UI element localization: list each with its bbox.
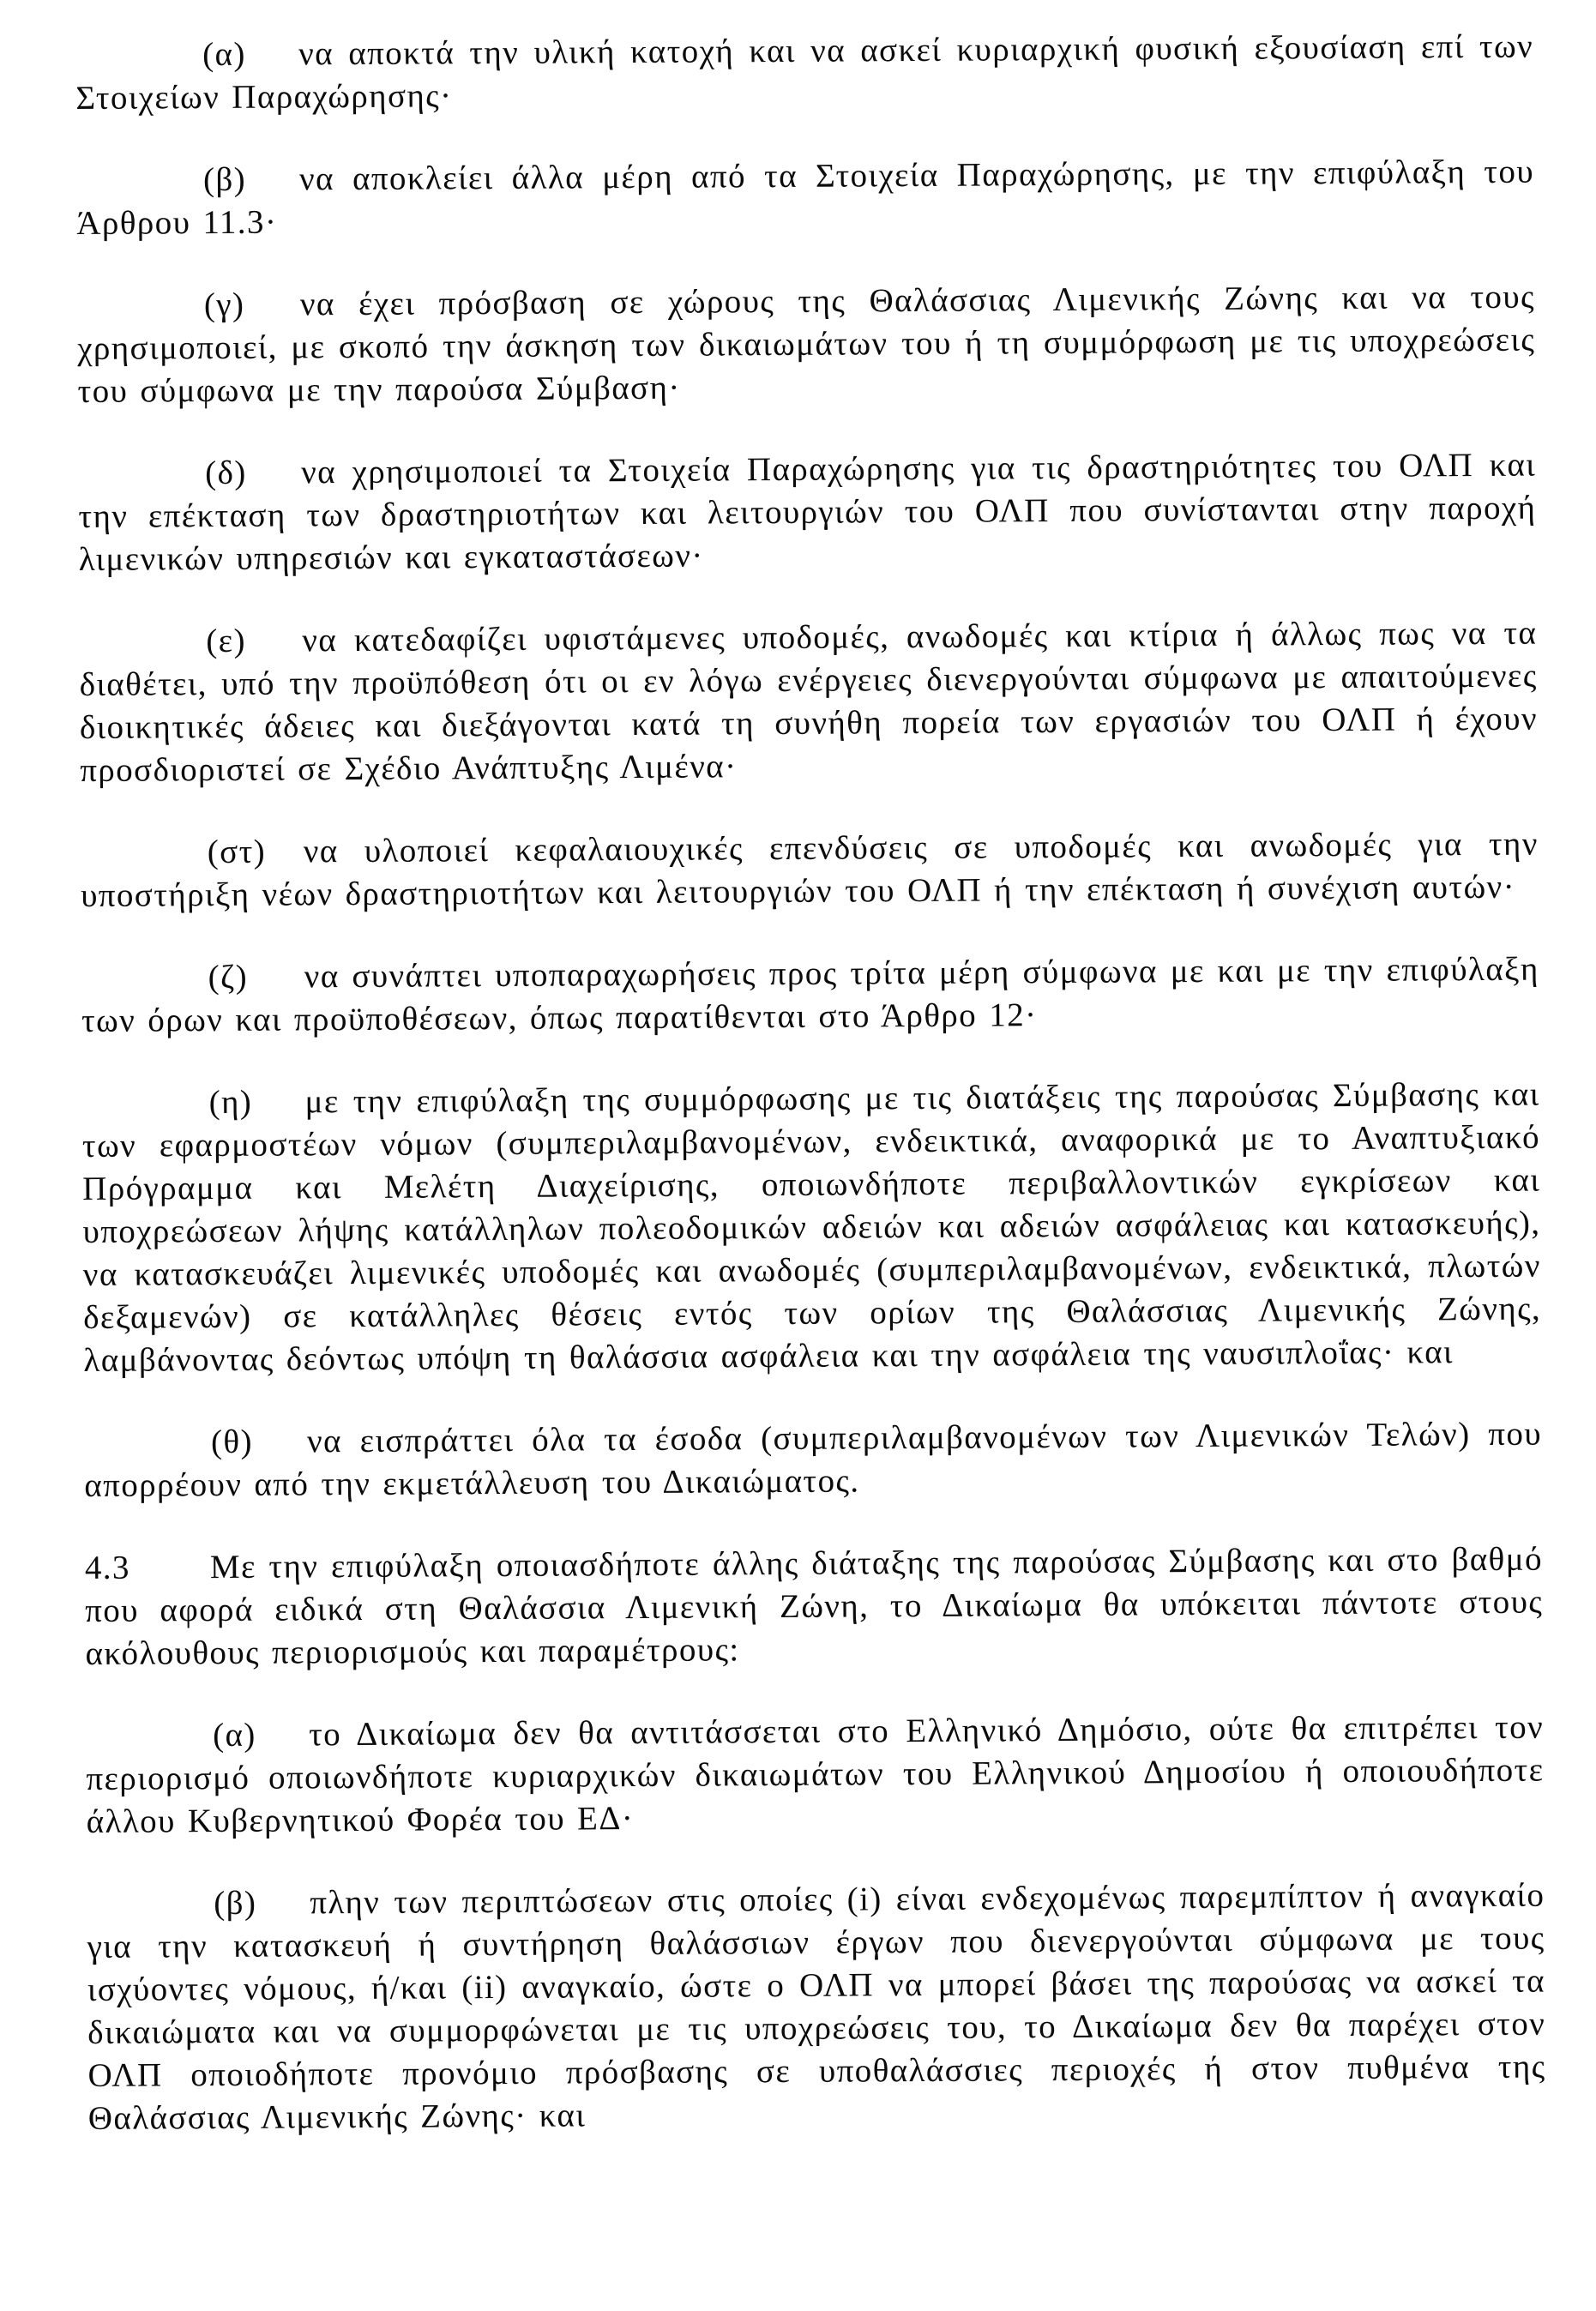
item-marker: (θ)	[210, 1423, 254, 1461]
list-item-alpha	[75, 26, 1534, 120]
item-text: με την επιφύλαξη της συμμόρφωσης με τις διατάξεις της παρούσας Σύμβασης και των εφαρμοστέων νόμων (συμπεριλαμβανομένων, ενδεικτικά, αναφορικά με το Αναπτυξιακό Πρόγραμμα και Μελέτη Διαχείρισης, οποιωνδήποτε περιβαλλοντικών εγκρίσεων και υποχρεώσεων λήψης κατάλληλων πολεοδομικών αδειών και αδειών ασφάλειας και κατασκευής), να κατασκευάζει λιμενικές υποδομές και ανωδομές (συμπεριλαμβανομένων, ενδεικτικά, πλωτών δεξαμενών) σε κατάλληλες θέσεις εντός των ορίων της Θαλάσσιας Λιμενικής Ζώνης, λαμβάνοντας δεόντως υπόψη τη θαλάσσια ασφάλεια και την ασφάλεια της ναυσιπλοΐας· και	[81, 1075, 1542, 1379]
item-marker: (ε)	[206, 622, 247, 660]
list-item-delta	[78, 444, 1537, 581]
section-number: 4.3	[84, 1549, 131, 1586]
item-text: να χρησιμοποιεί τα Στοιχεία Παραχώρησης για τις δραστηριότητες του ΟΛΠ και την επέκταση των δραστηριοτήτων και λειτουργιών του ΟΛΠ που συνίστανται στην παροχή λιμενικών υπηρεσιών και εγκαταστάσεων·	[78, 446, 1537, 578]
item-marker: (α)	[212, 1716, 256, 1754]
item-text: να αποκτά την υλική κατοχή και να ασκεί κυριαρχική φυσική εξουσίαση επί των Στοιχείων Παραχώρησης·	[75, 27, 1534, 117]
section-4-3	[85, 1538, 1544, 1676]
item-marker: (α)	[202, 35, 246, 74]
document-text-block	[75, 26, 1546, 2180]
item-text: να έχει πρόσβαση σε χώρους της Θαλάσσιας Λιμενικής Ζώνης και να τους χρησιμοποιεί, με σκοπό την άσκηση των δικαιωμάτων του ή τη συμμόρφωση με τις υποχρεώσεις του σύμφωνα με την παρούσα Σύμβαση·	[77, 278, 1536, 410]
item-text: το Δικαίωμα δεν θα αντιτάσσεται στο Ελληνικό Δημόσιο, ούτε θα επιτρέπει τον περιορισμό οποιωνδήποτε κυριαρχικών δικαιωμάτων του Ελληνικού Δημοσίου ή οποιουδήποτε άλλου Κυβερνητικού Φορέα του ΕΔ·	[86, 1708, 1545, 1840]
section-text: Με την επιφύλαξη οποιασδήποτε άλλης διάταξης της παρούσας Σύμβασης και στο βαθμό που αφορά ειδικά στη Θαλάσσια Λιμενική Ζώνη, το Δικαίωμα θα υπόκειται πάντοτε στους ακόλουθους περιορισμούς και παραμέτρους:	[85, 1540, 1544, 1672]
item-marker: (ζ)	[208, 958, 249, 996]
item-text: να εισπράττει όλα τα έσοδα (συμπεριλαμβανομένων των Λιμενικών Τελών) που απορρέουν από την εκμετάλλευση του Δικαιώματος.	[84, 1415, 1543, 1504]
item-text: πλην των περιπτώσεων στις οποίες (i) είναι ενδεχομένως παρεμπίπτον ή αναγκαίο για την κατασκευή ή συντήρηση θαλάσσιων έργων που διενεργούνται σύμφωνα με τους ισχύοντες νόμους, ή/και (ii) αναγκαίο, ώστε ο ΟΛΠ να μπορεί βάσει της παρούσας να ασκεί τα δικαιώματα και να συμμορφώνεται με τις υποχρεώσεις του, το Δικαίωμα δεν θα παρέχει στον ΟΛΠ οποιοδήποτε προνόμιο πρόσβασης σε υποθαλάσσιες περιοχές ή στον πυθμένα της Θαλάσσιας Λιμενικής Ζώνης· και	[87, 1876, 1546, 2137]
list-item-gamma	[77, 276, 1536, 413]
list-item-eta	[81, 1074, 1541, 1382]
list-item-zeta	[81, 948, 1540, 1043]
list-item-epsilon	[79, 612, 1538, 792]
item-text: να συνάπτει υποπαραχωρήσεις προς τρίτα μέρη σύμφωνα με και με την επιφύλαξη των όρων και προϋποθέσεων, όπως παρατίθενται στο Άρθρο 12·	[81, 950, 1539, 1039]
item-marker: (β)	[214, 1884, 257, 1923]
item-marker: (η)	[208, 1083, 253, 1122]
item-marker: (γ)	[203, 286, 245, 324]
sub-item-beta	[87, 1875, 1546, 2140]
item-marker: (δ)	[204, 454, 247, 492]
item-marker: (στ)	[207, 833, 267, 871]
item-text: να αποκλείει άλλα μέρη από τα Στοιχεία Παραχώρησης, με την επιφύλαξη του Άρθρου 11.3·	[76, 153, 1535, 242]
list-item-sigma-tau	[81, 823, 1539, 918]
list-item-beta	[76, 151, 1535, 245]
list-item-theta	[84, 1413, 1543, 1508]
sub-item-alpha	[86, 1706, 1545, 1844]
item-marker: (β)	[202, 160, 247, 199]
item-text: να κατεδαφίζει υφιστάμενες υποδομές, ανωδομές και κτίρια ή άλλως πως να τα διαθέτει, υπό την προϋπόθεση ότι οι εν λόγω ενέργειες διενεργούνται σύμφωνα με απαιτούμενες διοικητικές άδειες και διεξάγονται κατά τη συνήθη πορεία των εργασιών του ΟΛΠ ή έχουν προσδιοριστεί σε Σχέδιο Ανάπτυξης Λιμένα·	[79, 614, 1539, 789]
item-text: να υλοποιεί κεφαλαιουχικές επενδύσεις σε υποδομές και ανωδομές για την υποστήριξη νέων δραστηριοτήτων και λειτουργιών του ΟΛΠ ή την επέκταση ή συνέχιση αυτών·	[81, 825, 1539, 914]
